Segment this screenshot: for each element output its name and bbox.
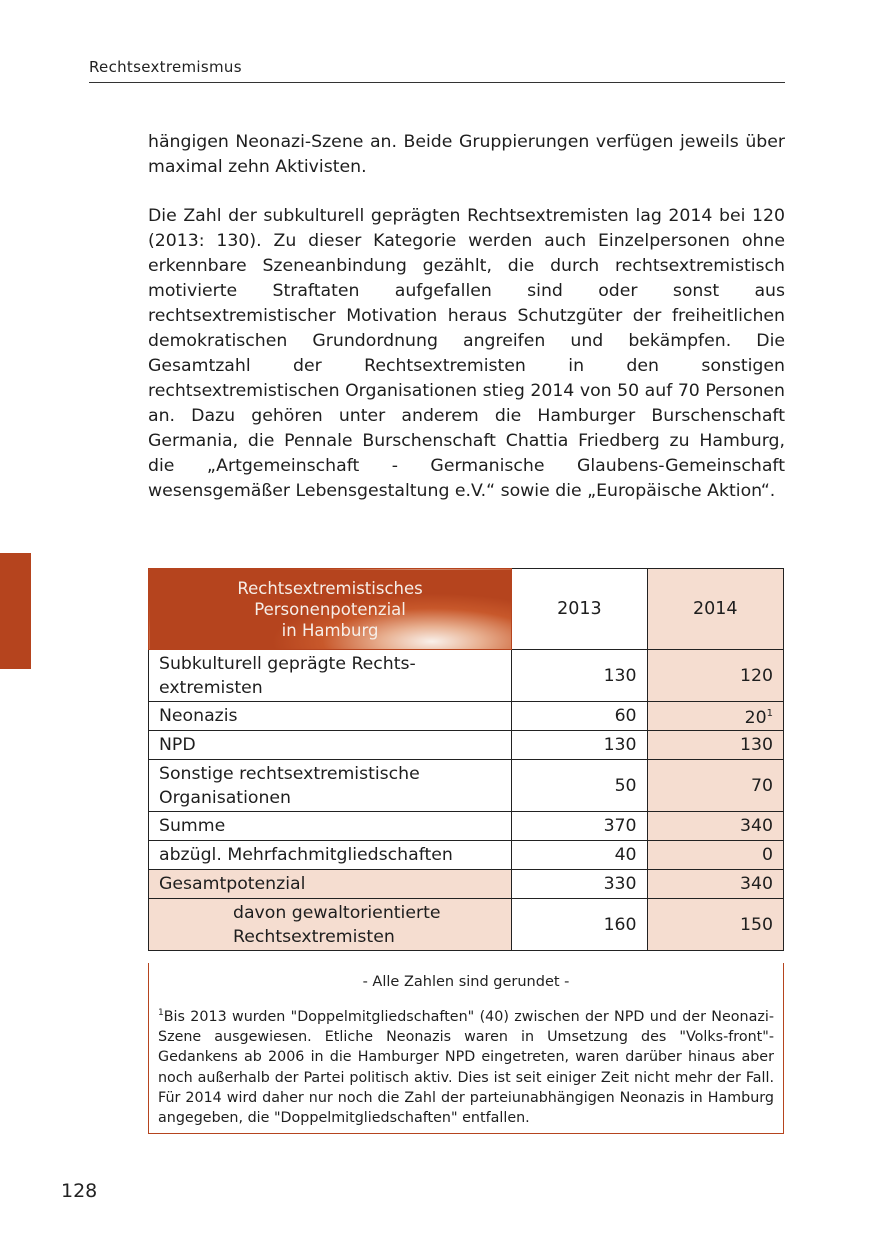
value-2013: 130 (512, 650, 647, 702)
table-row (149, 731, 784, 760)
personenpotenzial-table (148, 568, 784, 951)
column-header-2014: 2014 (647, 569, 783, 650)
rounding-note: - Alle Zahlen sind gerundet - (362, 974, 570, 990)
value-2014: 120 (647, 650, 783, 702)
header-line: Personenpotenzial (254, 599, 406, 619)
value-2013: 330 (512, 870, 647, 899)
value-2013: 40 (512, 841, 647, 870)
row-label: Summe (149, 812, 512, 841)
value-2014: 0 (647, 841, 783, 870)
table-row (149, 812, 784, 841)
value-2014: 130 (647, 731, 783, 760)
value-2014: 340 (647, 812, 783, 841)
paragraph-text: Die Zahl der subkulturell geprägten Rechtsextremisten lag 2014 bei 120 (2013: 130). Zu dieser Kategorie werden auch Einzelpersonen ohne erkennbare Szeneanbindung gezählt, die durch rechtsextremistisch motivierte Straftaten aufgefallen sind oder sonst aus rechtsextremistischer Motivation heraus Schutzgüter der freiheitlichen demokratischen Grundordnung angreifen und bekämpfen. Die Gesamtzahl der Rechtsextremisten in den sonstigen rechtsextremistischen Organisationen stieg 2014 von 50 auf 70 Personen an. Dazu gehören unter anderem die Hamburger Burschenschaft Germania, die Pennale Burschenschaft Chattia Friedberg zu Hamburg, die „Artgemeinschaft - Germanische Glaubens-Gemeinschaft wesensgemäßer Lebensgestaltung e.V.“ sowie die „Europäische Aktion“. (148, 206, 785, 501)
value-2013: 160 (512, 899, 647, 951)
value-2014: 70 (647, 760, 783, 812)
table-row (149, 841, 784, 870)
running-head: Rechtsextremismus (89, 58, 242, 76)
row-label: Neonazis (149, 702, 512, 731)
row-label: abzügl. Mehrfachmitgliedschaften (149, 841, 512, 870)
header-line: in Hamburg (281, 620, 379, 640)
row-label: Subkulturell geprägte Rechts-extremisten (149, 650, 512, 702)
table-row (149, 650, 784, 702)
footnote-marker: 1 (766, 708, 773, 719)
value-2013: 370 (512, 812, 647, 841)
table-header-row (149, 569, 784, 650)
value-2014: 340 (647, 870, 783, 899)
value-2013: 130 (512, 731, 647, 760)
value-2014: 150 (647, 899, 783, 951)
paragraph-text: hängigen Neonazi-Szene an. Beide Gruppierungen verfügen jeweils über maximal zehn Aktivisten. (148, 132, 785, 177)
value-2013: 50 (512, 760, 647, 812)
chapter-side-tab (0, 553, 31, 669)
body-paragraph-2 (148, 204, 785, 504)
table-notes-box (148, 963, 784, 1134)
row-label: NPD (149, 731, 512, 760)
footnote-number: 1 (158, 1008, 164, 1018)
column-header-2013: 2013 (512, 569, 647, 650)
row-label: Sonstige rechtsextremistische Organisationen (149, 760, 512, 812)
table-row (149, 702, 784, 731)
value-2014 (647, 702, 783, 731)
table-row-total (149, 870, 784, 899)
table-footnote (158, 1003, 774, 1128)
footnote-text: Bis 2013 wurden "Doppelmitgliedschaften" (40) zwischen der NPD und der Neonazi-Szene ausgewiesen. Etliche Neonazis waren in Umsetzung des "Volks-front"-Gedankens ab 2006 in die Hamburger NPD eingetreten, waren darüber hinaus aber noch außerhalb der Partei politisch aktiv. Dies ist seit einiger Zeit nicht mehr der Fall. Für 2014 wird daher nur noch die Zahl der parteiunabhängigen Neonazis in Hamburg angegeben, die "Doppelmitgliedschaften" entfallen. (158, 1009, 774, 1127)
value-2013: 60 (512, 702, 647, 731)
table-row (149, 760, 784, 812)
header-line: Rechtsextremistisches (237, 578, 423, 598)
body-paragraph-1 (148, 130, 785, 180)
row-label: Gesamtpotenzial (149, 870, 512, 899)
row-label: davon gewaltorientierte Rechtsextremisten (149, 899, 512, 951)
table-header-title (149, 569, 512, 650)
table-row-subtotal (149, 899, 784, 951)
value-2014-number: 20 (744, 708, 767, 728)
page-number: 128 (61, 1180, 98, 1202)
header-rule (89, 82, 785, 83)
